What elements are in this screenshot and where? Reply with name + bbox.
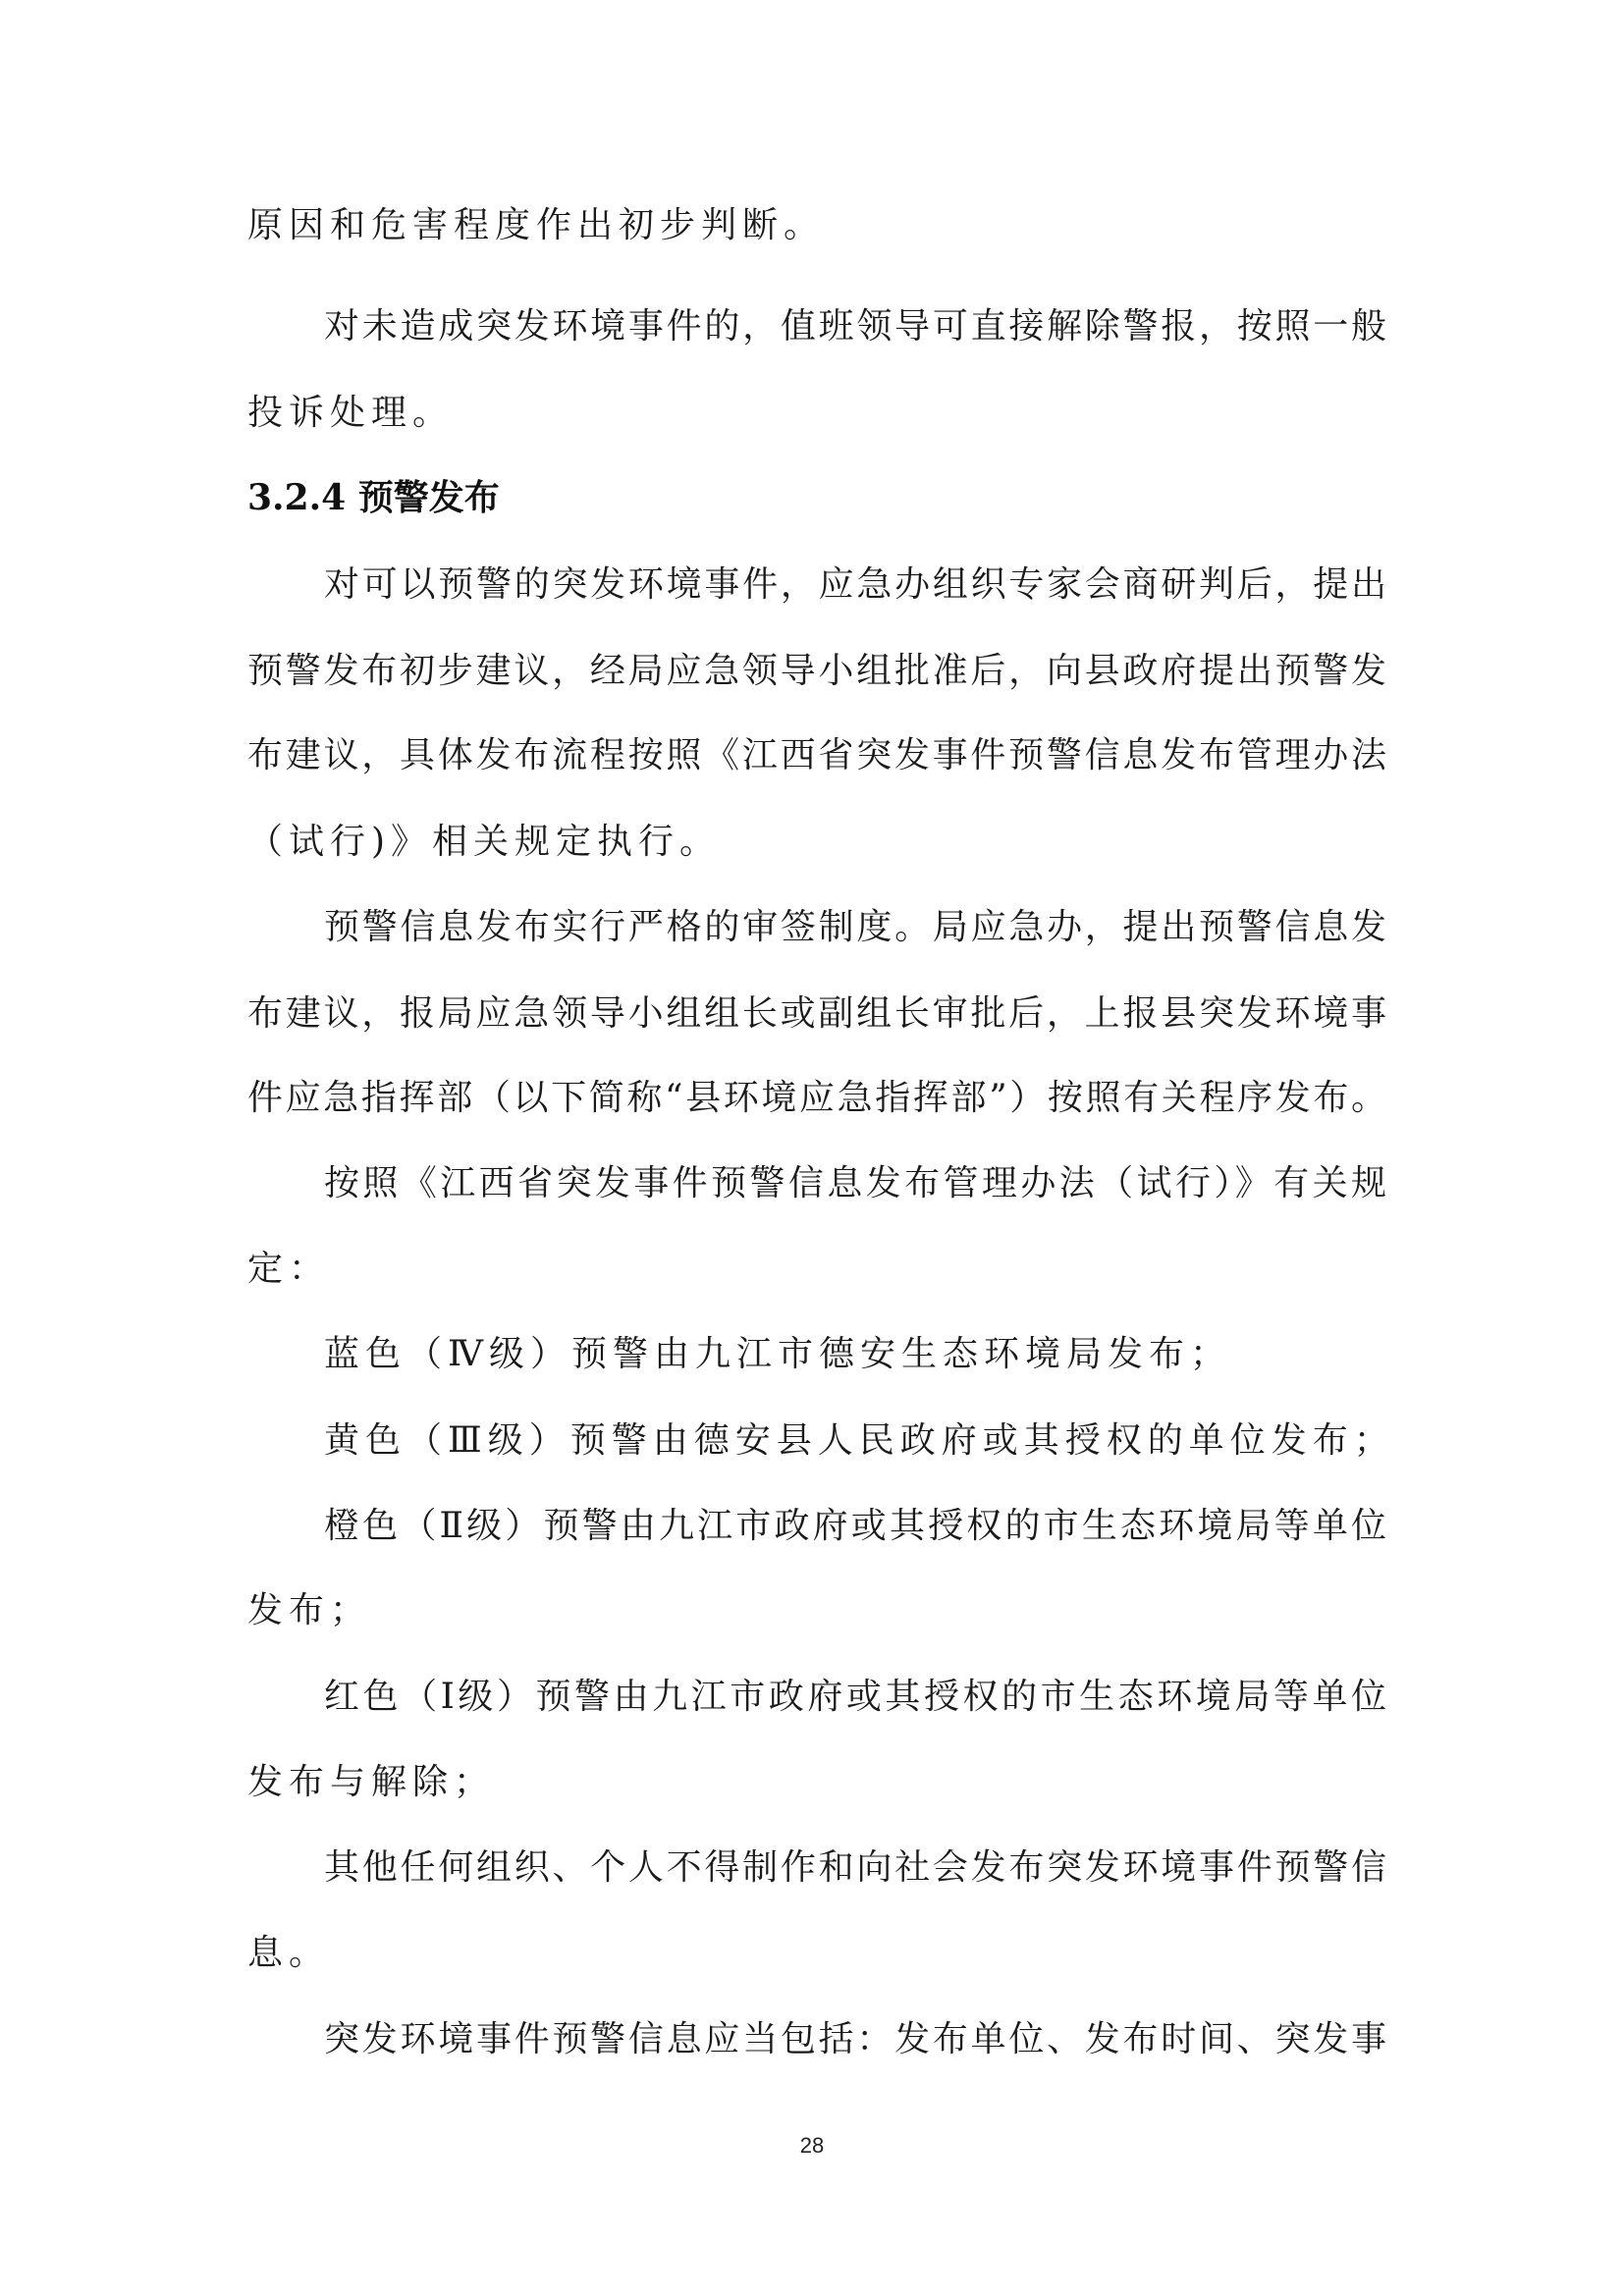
- page-number: 28: [799, 2133, 825, 2158]
- text-line: 按照《江西省突发事件预警信息发布管理办法（试行）》有关规: [324, 1163, 1386, 1203]
- section-heading: 3.2.4 预警发布: [247, 477, 500, 518]
- text-line: 红色（Ⅰ级）预警由九江市政府或其授权的市生态环境局等单位: [324, 1677, 1386, 1717]
- text-line: 息。: [247, 1933, 331, 1973]
- text-line: 布建议，报局应急领导小组组长或副组长审批后，上报县突发环境事: [247, 993, 1386, 1034]
- text-line: 定：: [247, 1249, 331, 1289]
- text-line: 发布与解除；: [247, 1762, 496, 1802]
- text-line: 预警信息发布实行严格的审签制度。局应急办，提出预警信息发: [324, 907, 1386, 947]
- text-line: 预警发布初步建议，经局应急领导小组批准后，向县政府提出预警发: [247, 651, 1386, 691]
- text-line: 布建议，具体发布流程按照《江西省突发事件预警信息发布管理办法: [247, 735, 1386, 775]
- text-line: 件应急指挥部（以下简称“县环境应急指挥部”）按照有关程序发布。: [247, 1078, 1386, 1118]
- text-line: （试行)》相关规定执行。: [247, 822, 722, 862]
- text-line: 黄色（Ⅲ级）预警由德安县人民政府或其授权的单位发布；: [324, 1420, 1395, 1461]
- text-line: 对未造成突发环境事件的，值班领导可直接解除警报，按照一般: [324, 306, 1386, 347]
- text-line: 发布；: [247, 1590, 372, 1630]
- text-line: 原因和危害程度作出初步判断。: [247, 205, 826, 245]
- text-line: 蓝色（Ⅳ级）预警由九江市德安生态环境局发布；: [324, 1334, 1231, 1374]
- text-line: 其他任何组织、个人不得制作和向社会发布突发环境事件预警信: [324, 1847, 1386, 1888]
- text-line: 突发环境事件预警信息应当包括：发布单位、发布时间、突发事: [324, 2019, 1386, 2059]
- text-line: 投诉处理。: [247, 393, 455, 433]
- text-line: 橙色（Ⅱ级）预警由九江市政府或其授权的市生态环境局等单位: [324, 1506, 1386, 1546]
- text-line: 对可以预警的突发环境事件，应急办组织专家会商研判后，提出: [324, 564, 1386, 605]
